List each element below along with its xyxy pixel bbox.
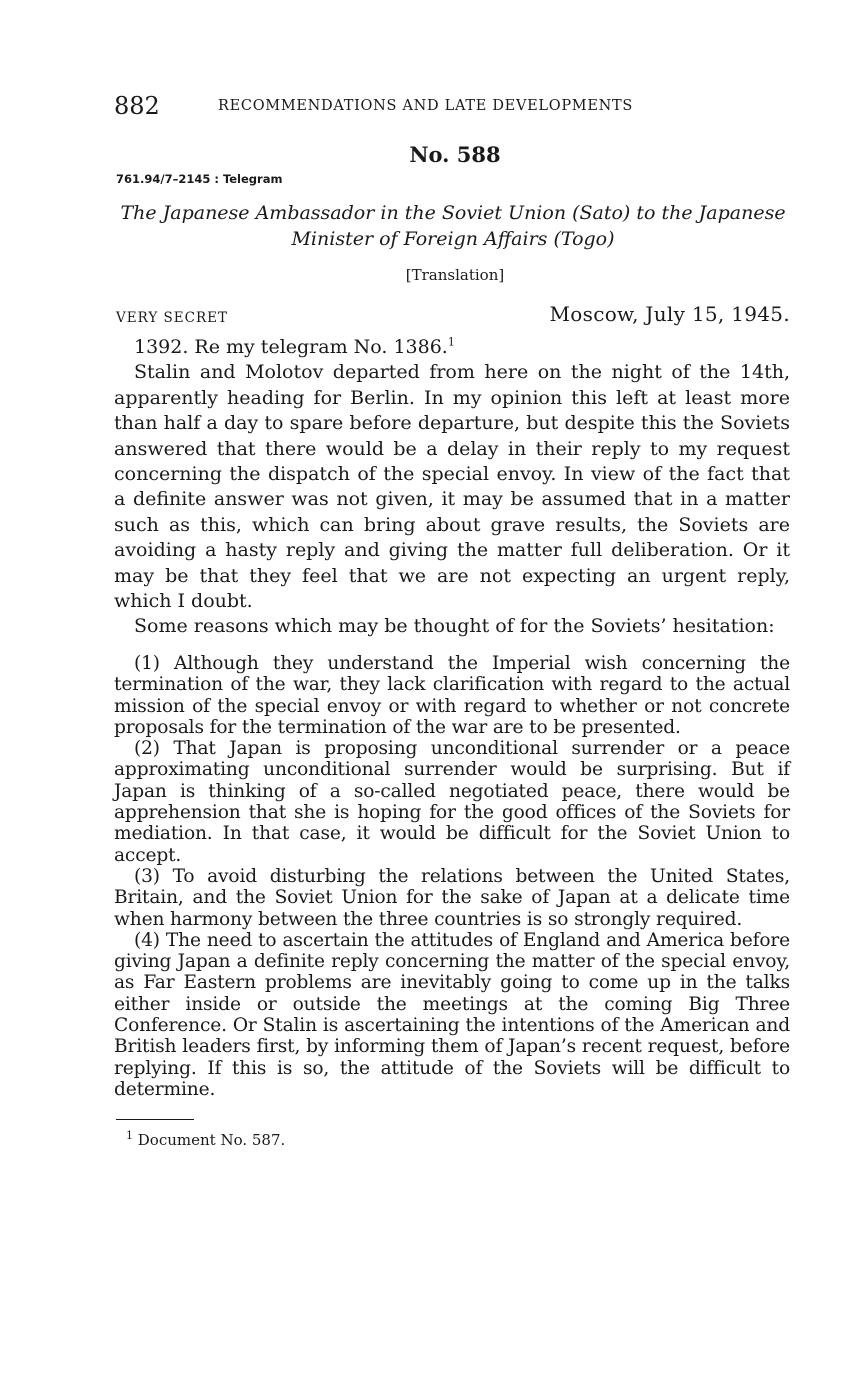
opening-text: 1392. Re my telegram No. 1386. <box>134 336 448 358</box>
footnote-divider <box>116 1119 194 1120</box>
reasons-list <box>114 653 790 1100</box>
translation-note: [Translation] <box>405 266 505 284</box>
running-head: RECOMMENDATIONS AND LATE DEVELOPMENTS <box>218 98 633 114</box>
page-header <box>114 92 794 122</box>
paragraph: Some reasons which may be thought of for the Soviets’ hesitation: <box>134 615 775 638</box>
document-heading: The Japanese Ambassador in the Soviet Union (Sato) to the Japanese Minister of Foreign Affairs (Togo) <box>120 202 786 250</box>
file-reference: 761.94/7–2145 : Telegram <box>116 172 283 186</box>
telegram-body <box>114 335 790 640</box>
opening-line <box>114 335 790 360</box>
reason-item: (3) To avoid disturbing the relations between the United States, Britain, and the Soviet Union for the sake of Japan at a delicate time when harmony between the three countries is so strongly required. <box>114 865 790 930</box>
document-number: No. 588 <box>409 142 501 167</box>
classification-label: VERY SECRET <box>116 310 229 326</box>
reason-item: (4) The need to ascertain the attitudes of England and America before giving Japan a definite reply concerning the matter of the special envoy, as Far Eastern problems are inevitably going to come up in the talks either inside or outside the meetings at the coming Big Three Conference. Or Stalin is ascertaining the intentions of the American and British leaders first, by informing them of Japan’s recent request, before replying. If this is so, the attitude of the Soviets will be difficult to determine. <box>114 929 790 1100</box>
place-date: Moscow, July 15, 1945. <box>549 302 790 326</box>
paragraph: Stalin and Molotov departed from here on the night of the 14th, apparently heading for Berlin. In my opinion this left at least more than half a day to spare before departure, but despite this the Soviets answered that there would be a delay in their reply to my request concerning the dispatch of the special envoy. In view of the fact that a definite answer was not given, it may be assumed that in a matter such as this, which can bring about grave results, the Soviets are avoiding a hasty reply and giving the matter full deliberation. Or it may be that they feel that we are not expecting an urgent reply, which I doubt. <box>114 361 790 613</box>
classification-row <box>116 302 790 332</box>
footnote-marker: 1 <box>447 335 455 349</box>
footnote <box>126 1131 285 1149</box>
footnote-number: 1 <box>126 1129 133 1142</box>
page-number: 882 <box>114 92 160 120</box>
reason-item: (1) Although they understand the Imperial wish concerning the termination of the war, they lack clarification with regard to the actual mission of the special envoy or with regard to whether or not concrete proposals for the termination of the war are to be presented. <box>114 653 790 738</box>
footnote-text: Document No. 587. <box>137 1131 286 1149</box>
reason-item: (2) That Japan is proposing unconditional surrender or a peace approximating unconditional surrender would be surprising. But if Japan is thinking of a so-called negotiated peace, there would be apprehension that she is hoping for the good offices of the Soviets for mediation. In that case, it would be difficult for the Soviet Union to accept. <box>114 738 790 866</box>
